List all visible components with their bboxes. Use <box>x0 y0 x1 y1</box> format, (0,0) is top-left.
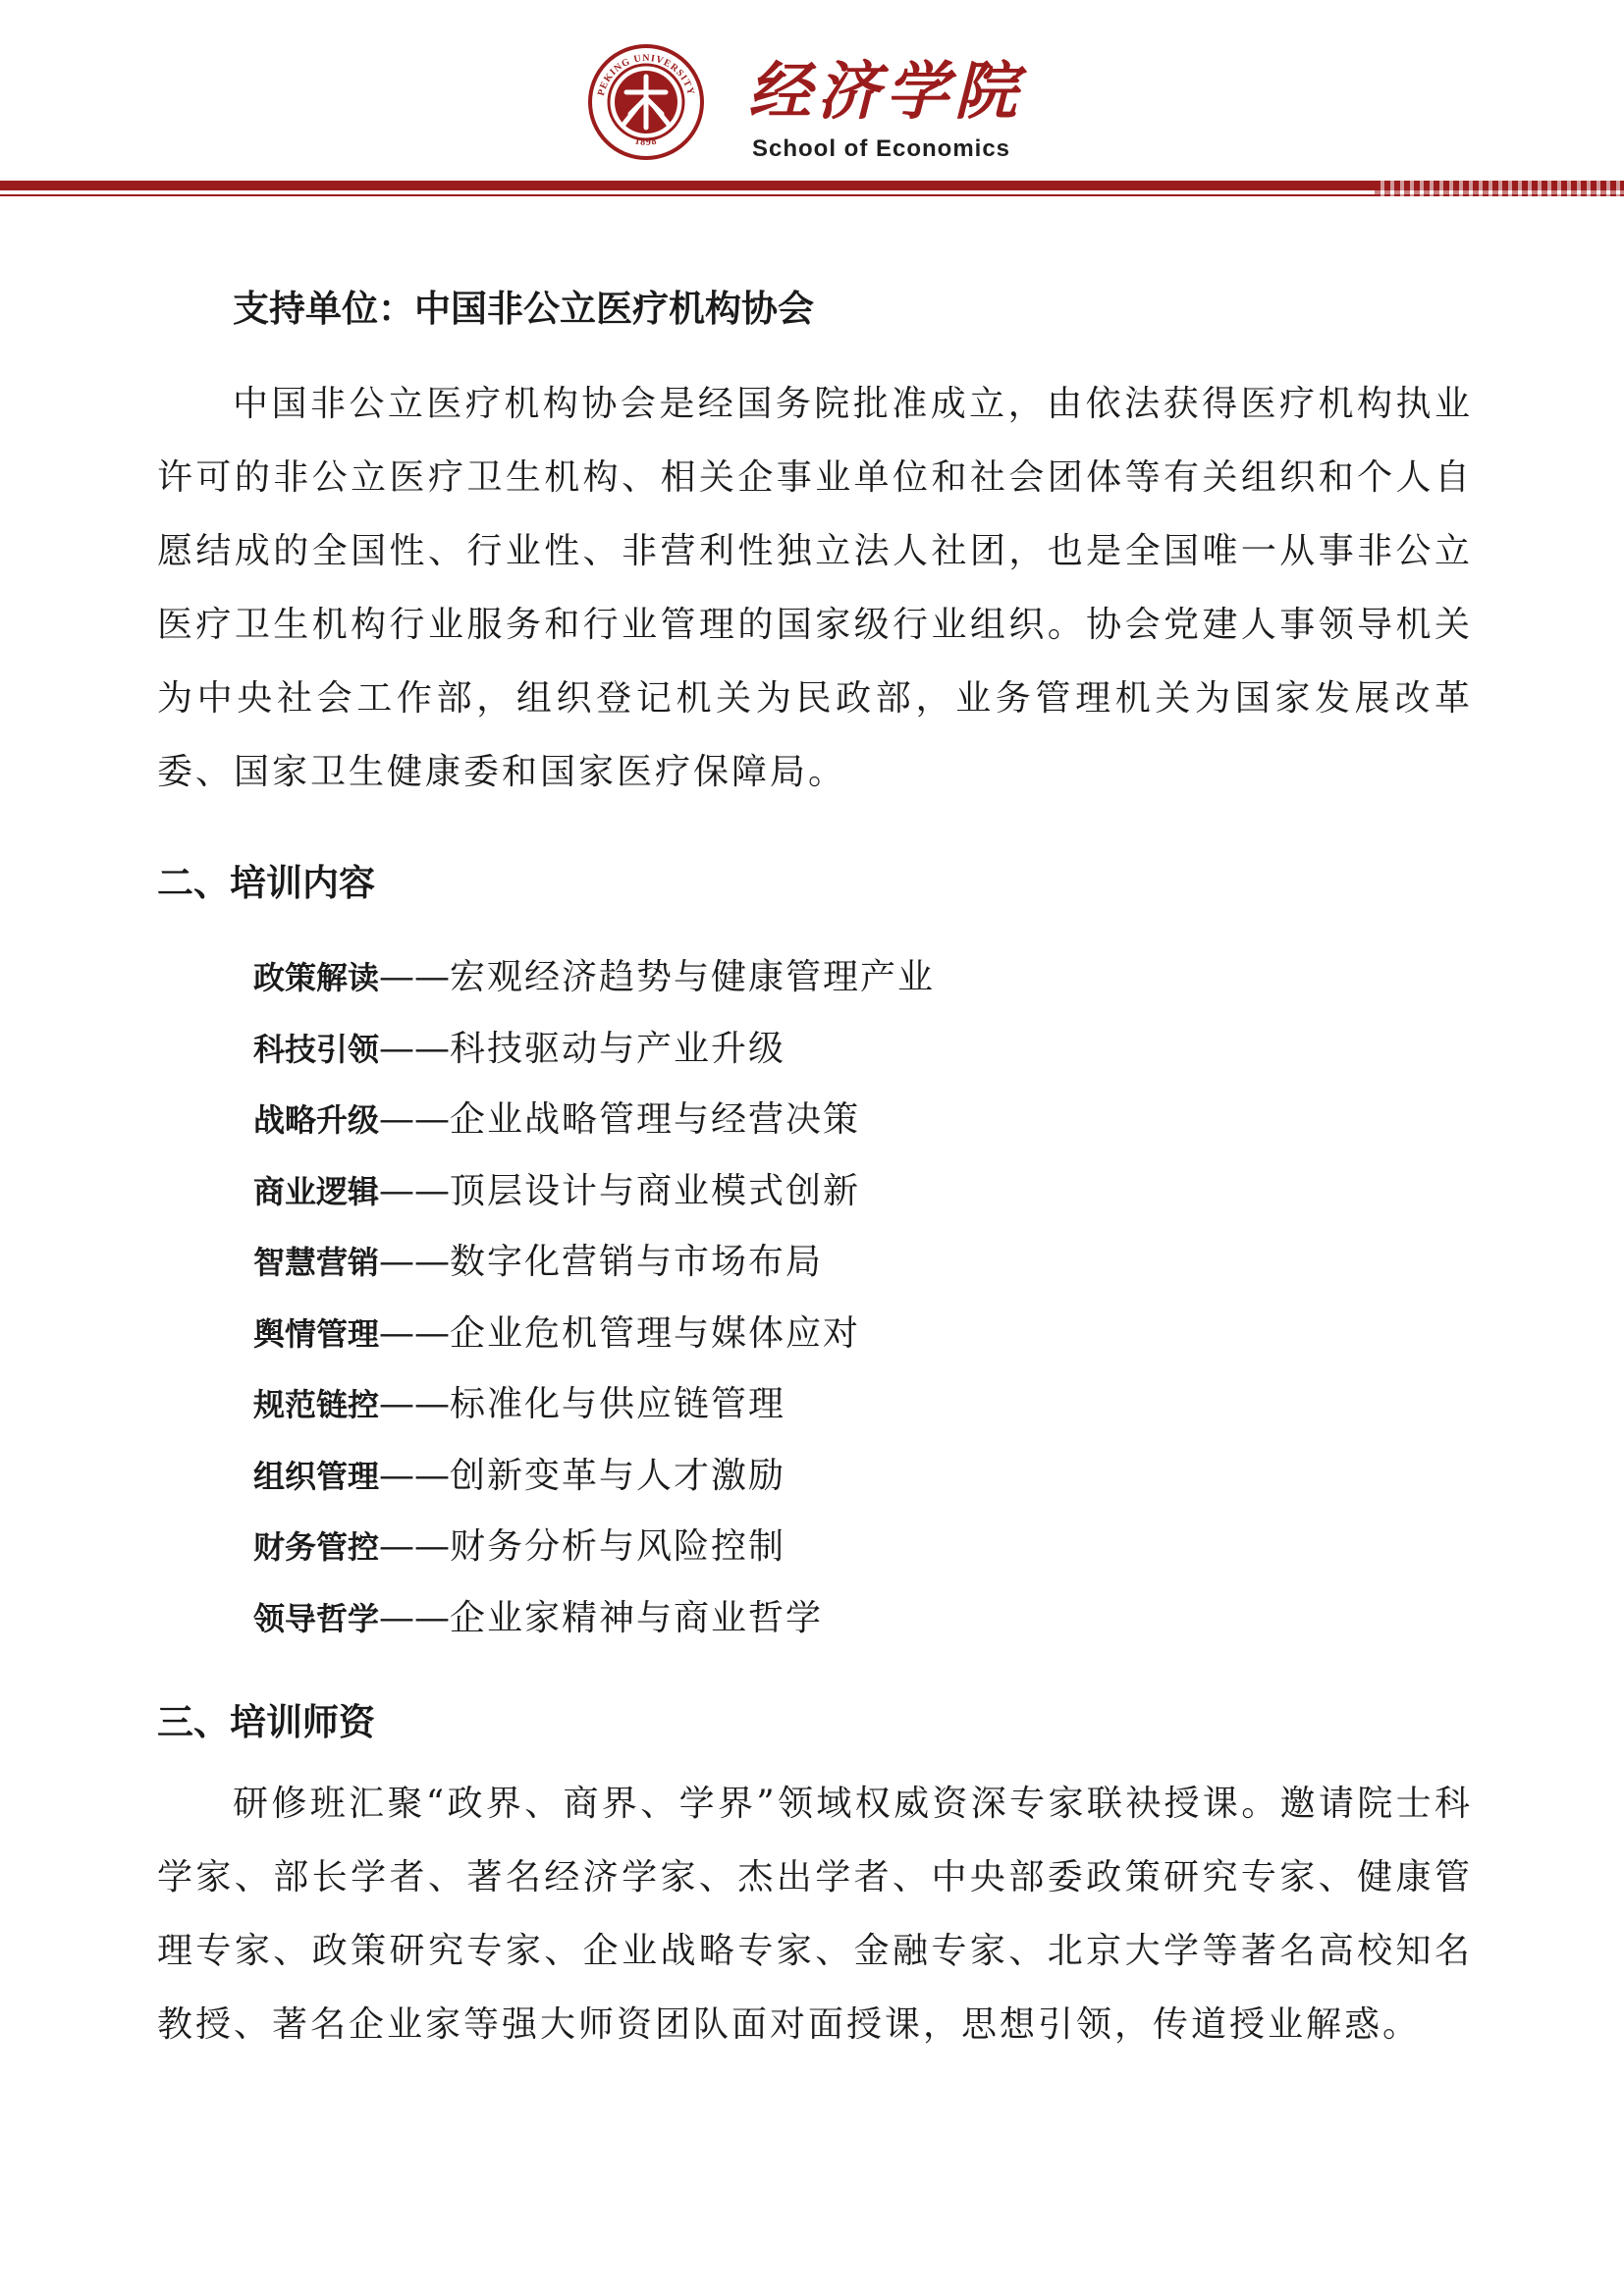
list-item <box>253 1156 1432 1228</box>
topic-desc: 顶层设计与商业模式创新 <box>450 1170 861 1211</box>
topic-key: 财务管控 <box>253 1528 380 1566</box>
support-unit-heading: 支持单位：中国非公立医疗机构协会 <box>233 288 814 330</box>
list-item <box>253 1085 1432 1156</box>
topic-key: 规范链控 <box>253 1386 380 1423</box>
list-item <box>253 1369 1432 1441</box>
topic-desc: 企业战略管理与经营决策 <box>450 1099 861 1140</box>
school-name-english: School of Economics <box>752 135 1011 162</box>
topic-desc: 财务分析与风险控制 <box>450 1526 786 1567</box>
topic-separator: —— <box>379 1242 451 1282</box>
topic-key: 战略升级 <box>253 1101 380 1139</box>
list-item <box>253 1441 1432 1513</box>
page-header <box>0 0 1624 201</box>
list-item <box>253 942 1432 1014</box>
topic-key: 政策解读 <box>253 959 380 996</box>
svg-text:PEKING UNIVERSITY: PEKING UNIVERSITY <box>595 52 697 97</box>
list-item <box>253 1014 1432 1086</box>
topic-separator: —— <box>379 1028 451 1069</box>
list-item <box>253 1299 1432 1370</box>
faculty-paragraph: 研修班汇聚“政界、商界、学界”领域权威资深专家联袂授课。邀请院士科学家、部长学者、著名经济学家、杰出学者、中央部委政策研究专家、健康管理专家、政策研究专家、企业战略专家、金融专家、北京大学等著名高校知名教授、著名企业家等强大师资团队面对面授课，思想引领，传道授业解惑。 <box>157 1784 1473 2045</box>
topic-desc: 科技驱动与产业升级 <box>450 1028 786 1069</box>
topic-desc: 创新变革与人才激励 <box>450 1455 786 1496</box>
peking-university-seal-icon <box>587 43 705 161</box>
header-rule-stripes <box>1375 181 1624 196</box>
list-item <box>253 1583 1432 1655</box>
svg-text:1898: 1898 <box>633 135 659 148</box>
section-title-training-content: 二、培训内容 <box>157 862 375 904</box>
topic-separator: —— <box>379 957 451 997</box>
topic-desc: 企业危机管理与媒体应对 <box>450 1312 861 1354</box>
section-title-faculty: 三、培训师资 <box>157 1701 375 1743</box>
topic-desc: 数字化营销与市场布局 <box>450 1242 824 1282</box>
topic-separator: —— <box>379 1384 451 1424</box>
topic-separator: —— <box>379 1455 451 1496</box>
topic-key: 商业逻辑 <box>253 1172 380 1210</box>
topic-desc: 标准化与供应链管理 <box>450 1384 786 1424</box>
training-topics-list <box>253 942 1432 1654</box>
topic-separator: —— <box>379 1312 451 1354</box>
topic-separator: —— <box>379 1526 451 1567</box>
topic-separator: —— <box>379 1099 451 1140</box>
topic-key: 领导哲学 <box>253 1599 380 1637</box>
topic-desc: 宏观经济趋势与健康管理产业 <box>450 957 936 997</box>
topic-separator: —— <box>379 1597 451 1638</box>
topic-key: 科技引领 <box>253 1030 380 1068</box>
list-item <box>253 1227 1432 1299</box>
topic-separator: —— <box>379 1170 451 1211</box>
support-unit-paragraph: 中国非公立医疗机构协会是经国务院批准成立，由依法获得医疗机构执业许可的非公立医疗卫生机构、相关企事业单位和社会团体等有关组织和个人自愿结成的全国性、行业性、非营利性独立法人社团，也是全国唯一从事非公立医疗卫生机构行业服务和行业管理的国家级行业组织。协会党建人事领导机关为中央社会工作部，组织登记机关为民政部，业务管理机关为国家发展改革委、国家卫生健康委和国家医疗保障局。 <box>157 384 1473 792</box>
topic-key: 组织管理 <box>253 1457 380 1495</box>
list-item <box>253 1512 1432 1583</box>
topic-key: 舆情管理 <box>253 1314 380 1353</box>
school-name-chinese: 经济学院 <box>748 55 1023 129</box>
topic-key: 智慧营销 <box>253 1244 380 1281</box>
topic-desc: 企业家精神与商业哲学 <box>450 1597 824 1638</box>
